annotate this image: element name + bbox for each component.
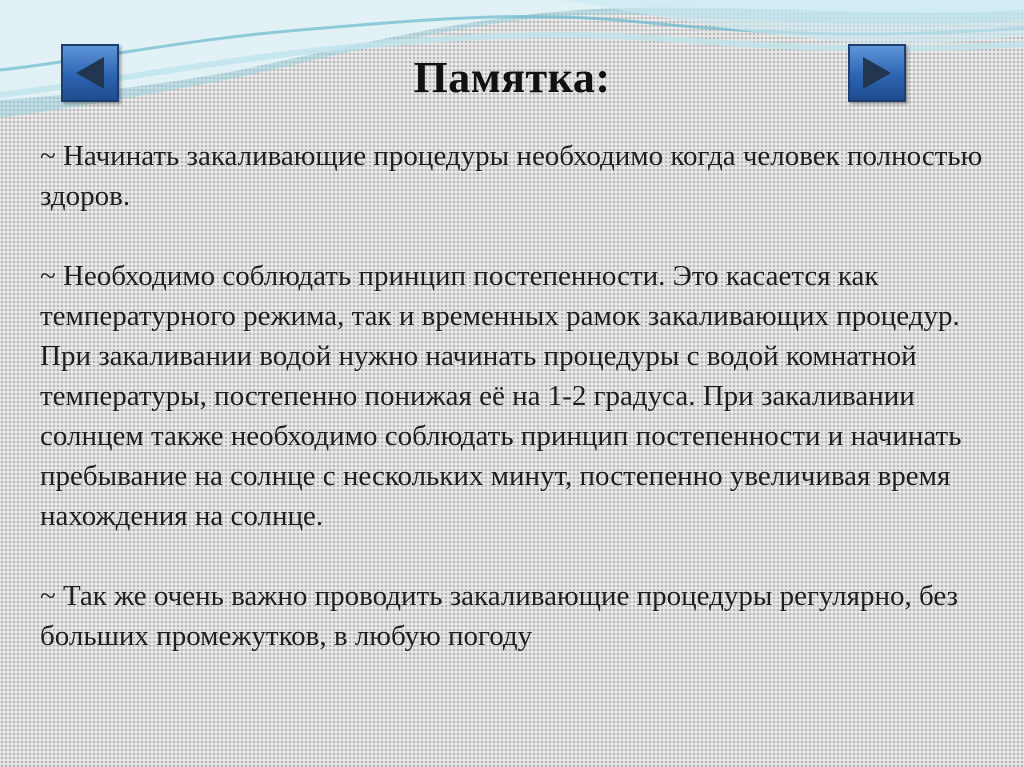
paragraph-health: ~ Начинать закаливающие процедуры необходимо когда человек полностью здоров. bbox=[40, 140, 983, 212]
paragraph-gradual: ~ Необходимо соблюдать принцип постепенности. Это касается как температурного режима, так и временных рамок закаливающих процедур. При закаливании водой нужно начинать процедуры с водой комнатной температуры, постепенно понижая её на 1-2 градуса. При закаливании солнцем также необходимо соблюдать принцип постепенности и начинать пребывание на солнце с нескольких минут, постепенно увеличивая время нахождения на солнце. bbox=[40, 260, 962, 532]
slide-content bbox=[40, 136, 1000, 656]
paragraph-regular: ~ Так же очень важно проводить закаливающие процедуры регулярно, без больших промежутков, в любую погоду bbox=[40, 580, 959, 652]
slide-title: Памятка: bbox=[413, 53, 611, 102]
